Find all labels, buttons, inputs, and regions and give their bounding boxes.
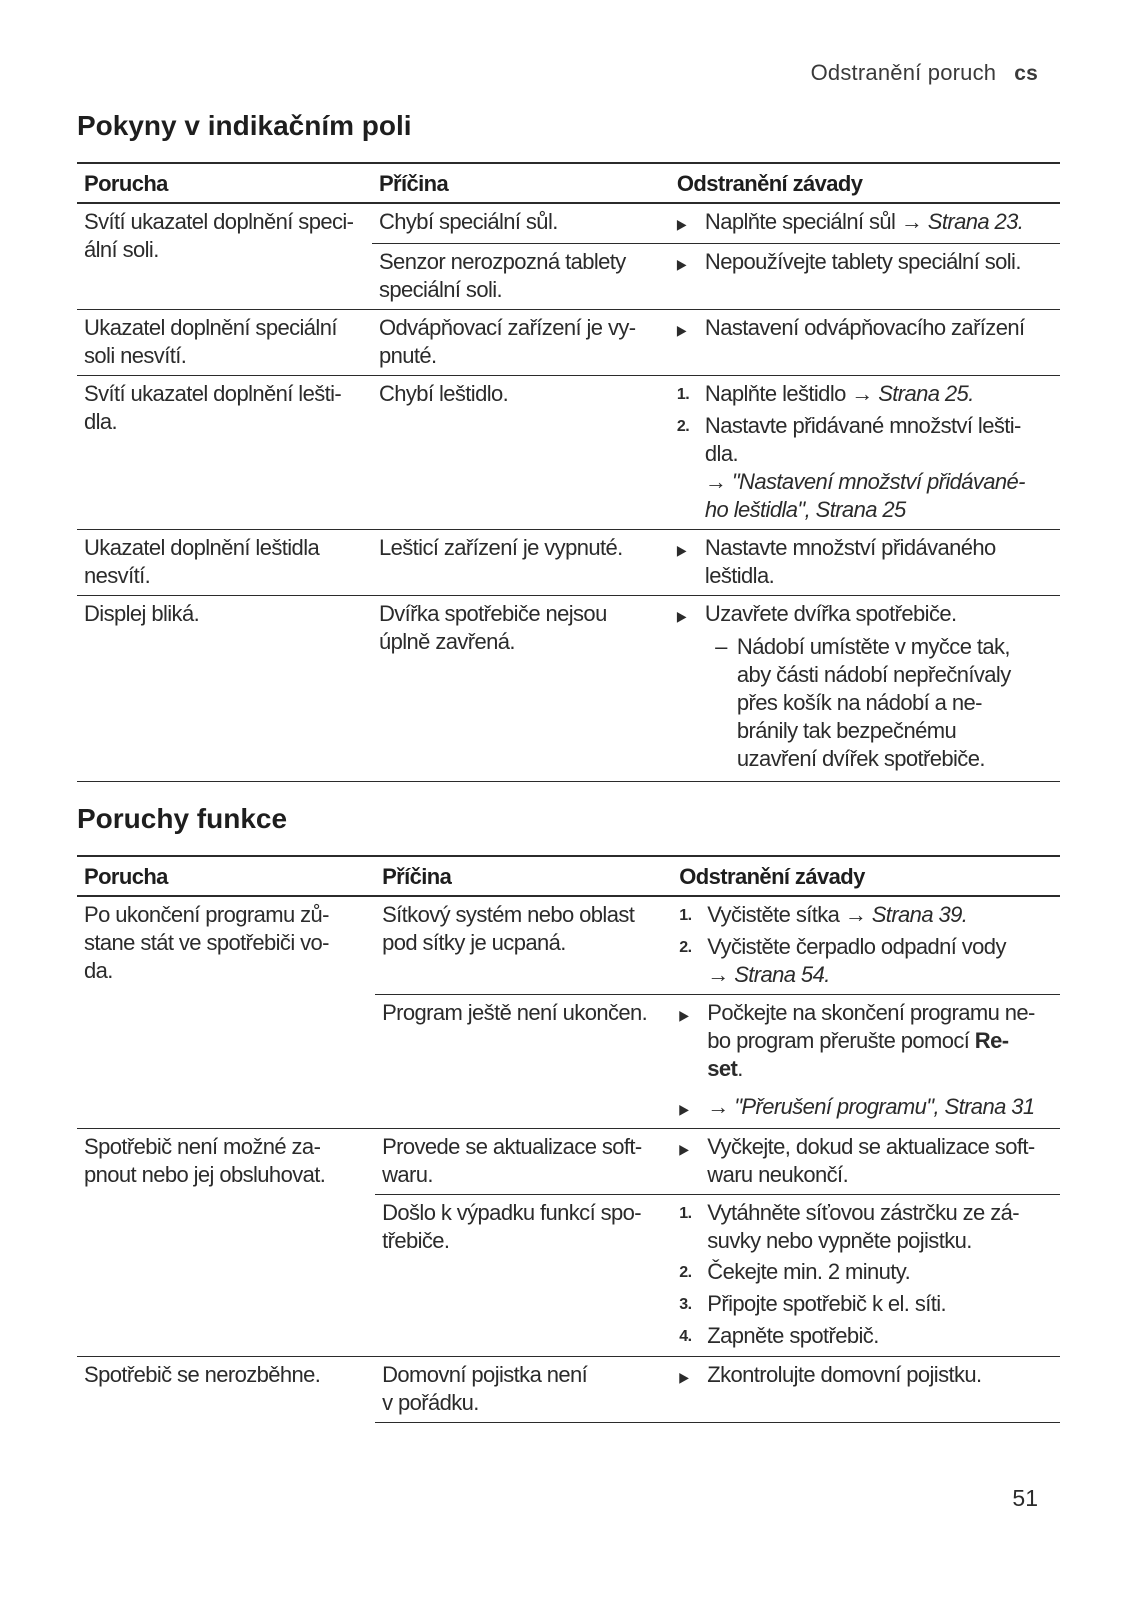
fault-cell: Ukazatel doplnění leštidla nesvítí. <box>77 530 372 596</box>
bullet-triangle-icon: ▶ <box>679 1369 689 1385</box>
remedy-item <box>679 1361 1052 1391</box>
bullet-triangle-icon: ▶ <box>679 1101 689 1117</box>
bullet-triangle-icon: ▶ <box>676 256 687 272</box>
remedy-step <box>679 901 1052 930</box>
table-header-row <box>77 163 1060 203</box>
cause-cell: Odvápňovací zařízení je vy- pnuté. <box>372 310 670 376</box>
remedy-text: Nastavení odvápňovacího zařízení <box>704 315 1025 340</box>
page-reference: "Přerušení programu", Strana 31 <box>734 1094 1035 1119</box>
indicator-table <box>77 162 1060 782</box>
remedy-cell <box>672 1195 1060 1357</box>
remedy-item <box>679 999 1052 1083</box>
page-reference: Strana 25. <box>878 381 974 406</box>
step-number: 3. <box>679 1296 692 1313</box>
running-head-section: Odstranění poruch <box>810 60 997 85</box>
table-row <box>77 596 1060 782</box>
cause-cell: Chybí speciální sůl. <box>378 209 558 234</box>
cause-cell: Dvířka spotřebiče nejsou úplně zavřená. <box>372 596 670 782</box>
bullet-triangle-icon: ▶ <box>679 1007 689 1023</box>
remedy-text: Uzavřete dvířka spotřebiče. <box>704 601 957 626</box>
cause-cell: Program ještě není ukončen. <box>375 995 672 1129</box>
running-head <box>811 60 1038 86</box>
fault-cell: Spotřebič se nerozběhne. <box>77 1357 375 1423</box>
dash-marker: – <box>715 634 727 659</box>
step-number: 1. <box>679 907 692 924</box>
column-header-fault: Porucha <box>77 856 375 896</box>
table-row <box>77 896 1060 995</box>
fault-cell: Svítí ukazatel doplnění lešti- dla. <box>77 376 372 530</box>
cause-cell: Provede se aktualizace soft- waru. <box>375 1129 672 1195</box>
fault-cell: Spotřebič není možné za- pnout nebo jej obsluhovat. <box>77 1129 375 1357</box>
table-row <box>77 530 1060 596</box>
remedy-text: Nastavte množství přidávaného leštidla. <box>704 535 996 588</box>
remedy-text: Připojte spotřebič k el. síti. <box>707 1291 947 1316</box>
column-header-cause: Příčina <box>372 163 670 203</box>
arrow-right-icon: → <box>707 962 729 987</box>
table-header-row <box>77 856 1060 896</box>
cause-cell: Domovní pojistka není v pořádku. <box>375 1357 672 1423</box>
remedy-text: Vytáhněte síťovou zástrčku ze zá- suvky nebo vypněte pojistku. <box>707 1200 1019 1253</box>
cause-cell: Senzor nerozpozná tablety speciální soli. <box>372 244 670 310</box>
remedy-item <box>677 208 1052 238</box>
step-number: 1. <box>679 1205 692 1222</box>
remedy-cell <box>670 596 1060 782</box>
arrow-right-icon: → <box>851 381 873 406</box>
remedy-item <box>677 600 1052 630</box>
remedy-cell <box>672 1357 1060 1423</box>
table-row <box>77 310 1060 376</box>
remedy-step <box>679 1322 1052 1351</box>
bullet-triangle-icon: ▶ <box>676 542 687 558</box>
remedy-text: Počkejte na skončení programu ne- bo program přerušte pomocí <box>707 1000 1035 1053</box>
remedy-cell <box>670 310 1060 376</box>
arrow-right-icon: → <box>704 469 727 494</box>
page-reference: Strana 39. <box>871 902 968 927</box>
remedy-cell <box>670 244 1060 310</box>
table-row <box>77 376 1060 530</box>
arrow-right-icon: → <box>707 1094 729 1119</box>
remedy-text: Vyčkejte, dokud se aktualizace soft- waru neukončí. <box>707 1134 1035 1187</box>
remedy-sub-item <box>705 633 1052 773</box>
reset-button-label: Re- set <box>707 1028 1009 1081</box>
remedy-cell <box>670 203 1060 244</box>
remedy-text: Naplňte speciální sůl <box>704 209 901 234</box>
cause-cell: Sítkový systém nebo oblast pod sítky je ucpaná. <box>382 902 635 955</box>
column-header-cause: Příčina <box>375 856 672 896</box>
remedy-step <box>679 1290 1052 1319</box>
page-reference: "Nastavení množství přidávané- ho leštidla", Strana 25 <box>704 469 1025 522</box>
fault-cell: Svítí ukazatel doplnění speci- ální soli. <box>84 209 354 262</box>
bullet-triangle-icon: ▶ <box>679 1141 689 1157</box>
section-title-function: Poruchy funkce <box>77 803 288 834</box>
remedy-step <box>677 380 1052 409</box>
cause-cell: Lešticí zařízení je vypnuté. <box>372 530 670 596</box>
remedy-cell <box>670 530 1060 596</box>
remedy-text: Zkontrolujte domovní pojistku. <box>707 1362 982 1387</box>
arrow-right-icon: → <box>844 902 867 927</box>
cause-cell: Chybí leštidlo. <box>372 376 670 530</box>
column-header-remedy: Odstranění závady <box>670 163 1060 203</box>
remedy-step <box>679 1199 1052 1255</box>
section-title-indicator: Pokyny v indikačním poli <box>77 110 412 141</box>
remedy-text: Nepoužívejte tablety speciální soli. <box>704 249 1021 274</box>
column-header-fault: Porucha <box>77 163 372 203</box>
cause-cell: Došlo k výpadku funkcí spo- třebiče. <box>375 1195 672 1357</box>
remedy-cell <box>672 896 1060 995</box>
remedy-text: Čekejte min. 2 minuty. <box>707 1259 911 1284</box>
remedy-item <box>677 534 1052 590</box>
remedy-text-end: . <box>737 1056 743 1081</box>
fault-cell: Po ukončení programu zů- stane stát ve spotřebiči vo- da. <box>84 902 329 983</box>
remedy-item <box>677 314 1052 344</box>
arrow-right-icon: → <box>900 209 923 234</box>
remedy-step <box>677 412 1052 524</box>
language-code: cs <box>1014 62 1038 85</box>
remedy-item <box>679 1093 1052 1123</box>
remedy-text: Nastavte přidávané množství lešti- dla. <box>704 413 1021 466</box>
bullet-triangle-icon: ▶ <box>676 608 687 624</box>
column-header-remedy: Odstranění závady <box>672 856 1060 896</box>
remedy-text: Vyčistěte čerpadlo odpadní vody <box>707 934 1006 959</box>
step-number: 1. <box>676 386 690 403</box>
page-reference: Strana 23. <box>927 209 1024 234</box>
remedy-text: Zapněte spotřebič. <box>707 1323 879 1348</box>
remedy-text: Vyčistěte sítka <box>707 902 845 927</box>
bullet-triangle-icon: ▶ <box>676 322 687 338</box>
page-number: 51 <box>1012 1485 1038 1511</box>
step-number: 2. <box>679 939 692 956</box>
remedy-step <box>679 933 1052 989</box>
remedy-cell <box>672 995 1060 1129</box>
fault-cell: Ukazatel doplnění speciální soli nesvítí. <box>77 310 372 376</box>
fault-cell: Displej bliká. <box>77 596 372 782</box>
remedy-cell <box>672 1129 1060 1195</box>
table-row <box>77 1129 1060 1195</box>
remedy-item <box>679 1133 1052 1189</box>
function-faults-table <box>77 855 1060 1423</box>
table-row <box>77 1357 1060 1423</box>
remedy-sub-text: Nádobí umístěte v myčce tak, aby části nádobí nepřečnívaly přes košík na nádobí a ne- bránily tak bezpečnému uzavření dvířek spotřebiče. <box>736 634 1011 771</box>
remedy-item <box>677 248 1052 278</box>
step-number: 2. <box>679 1264 692 1281</box>
page-reference: Strana 54. <box>734 962 830 987</box>
remedy-step <box>679 1258 1052 1287</box>
bullet-triangle-icon: ▶ <box>676 216 687 232</box>
step-number: 2. <box>676 418 690 435</box>
remedy-cell <box>670 376 1060 530</box>
table-row <box>77 203 1060 244</box>
remedy-text: Naplňte leštidlo <box>704 381 852 406</box>
step-number: 4. <box>679 1328 692 1345</box>
